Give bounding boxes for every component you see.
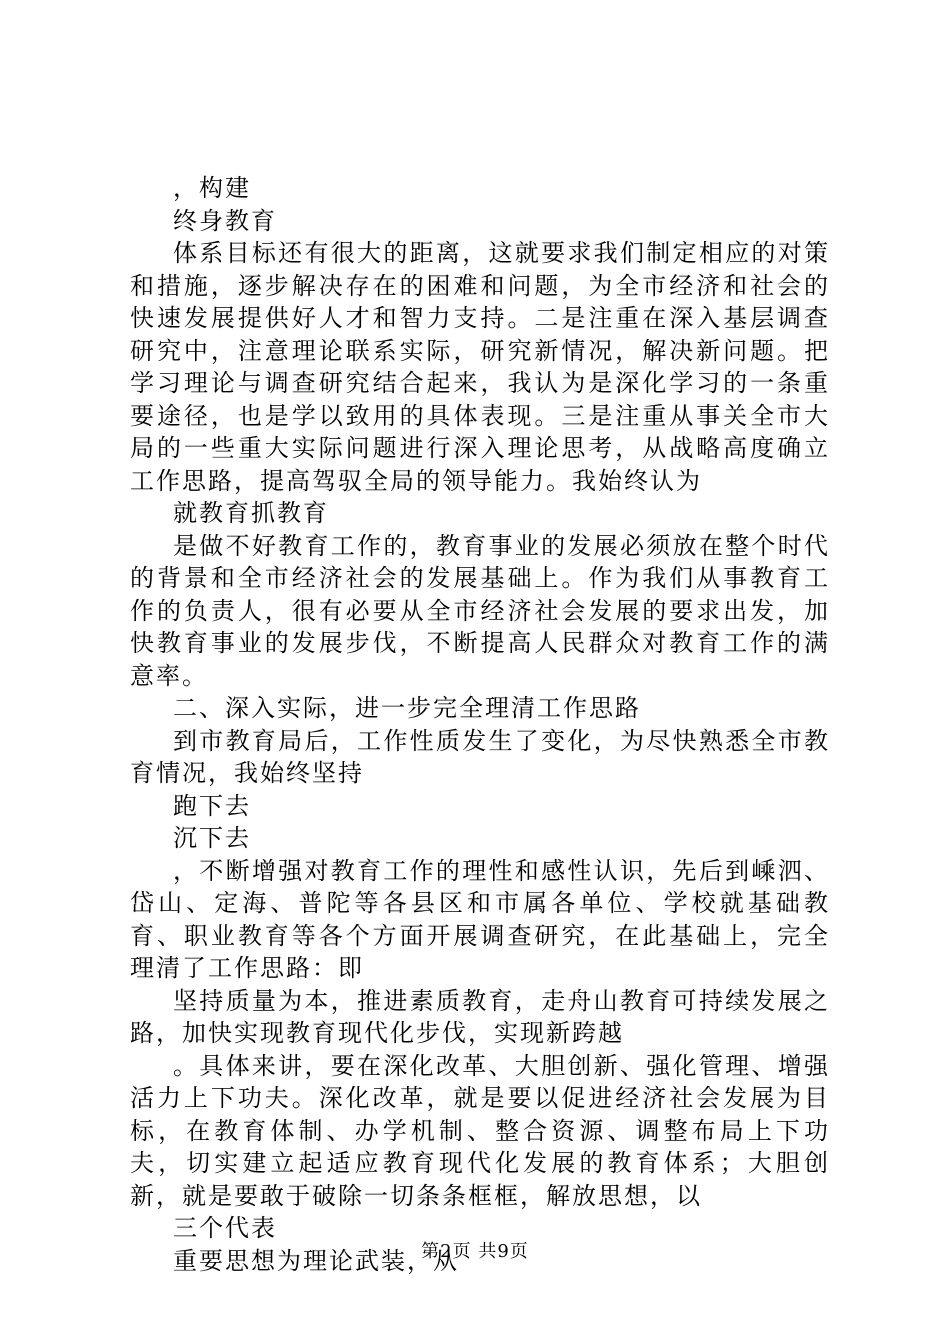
- paragraph: ，构建: [173, 174, 251, 202]
- document-body: [130, 172, 830, 1277]
- paragraph: 是做不好教育工作的，教育事业的发展必须放在整个时代的背景和全市经济社会的发展基础上。作为我们从事教育工作的负责人，很有必要从全市经济社会发展的要求出发，加快教育事业的发展步伐，不断提高人民群众对教育工作的满意率。: [130, 531, 830, 690]
- paragraph: 体系目标还有很大的距离，这就要求我们制定相应的对策和措施，逐步解决存在的困难和问题，为全市经济和社会的快速发展提供好人才和智力支持。二是注重在深入基层调查研究中，注意理论联系实际，研究新情况，解决新问题。把学习理论与调查研究结合起来，我认为是深化学习的一条重要途径，也是学以致用的具体表现。三是注重从事关全市大局的一些重大实际问题进行深入理论思考，从战略高度确立工作思路，提高驾驭全局的领导能力。我始终认为: [130, 239, 830, 495]
- paragraph: 沉下去: [173, 824, 251, 852]
- paragraph: 终身教育: [173, 206, 277, 235]
- paragraph: 到市教育局后，工作性质发生了变化，为尽快熟悉全市教育情况，我始终坚持: [130, 726, 830, 787]
- section-heading: 二、深入实际，进一步完全理清工作思路: [173, 694, 641, 722]
- paragraph: 重要思想为理论武装，从: [173, 1246, 459, 1275]
- paragraph: ，不断增强对教育工作的理性和感性认识，先后到嵊泗、岱山、定海、普陀等各县区和市属各单位、学校就基础教育、职业教育等各个方面开展调查研究，在此基础上，完全理清了工作思路：即: [130, 856, 830, 982]
- paragraph: 三个代表: [173, 1214, 277, 1242]
- paragraph: 。具体来讲，要在深化改革、大胆创新、强化管理、增强活力上下功夫。深化改革，就是要以促进经济社会发展为目标，在教育体制、办学机制、整合资源、调整布局上下功夫，切实建立起适应教育现代化发展的教育体系；大胆创新，就是要敢于破除一切条条框框，解放思想，以: [130, 1051, 830, 1210]
- page-footer: 第2页 共9页: [421, 1241, 529, 1262]
- paragraph: 坚持质量为本，推进素质教育，走舟山教育可持续发展之路，加快实现教育现代化步伐，实现新跨越: [130, 986, 830, 1047]
- paragraph: 跑下去: [173, 791, 251, 820]
- paragraph: 就教育抓教育: [173, 499, 329, 527]
